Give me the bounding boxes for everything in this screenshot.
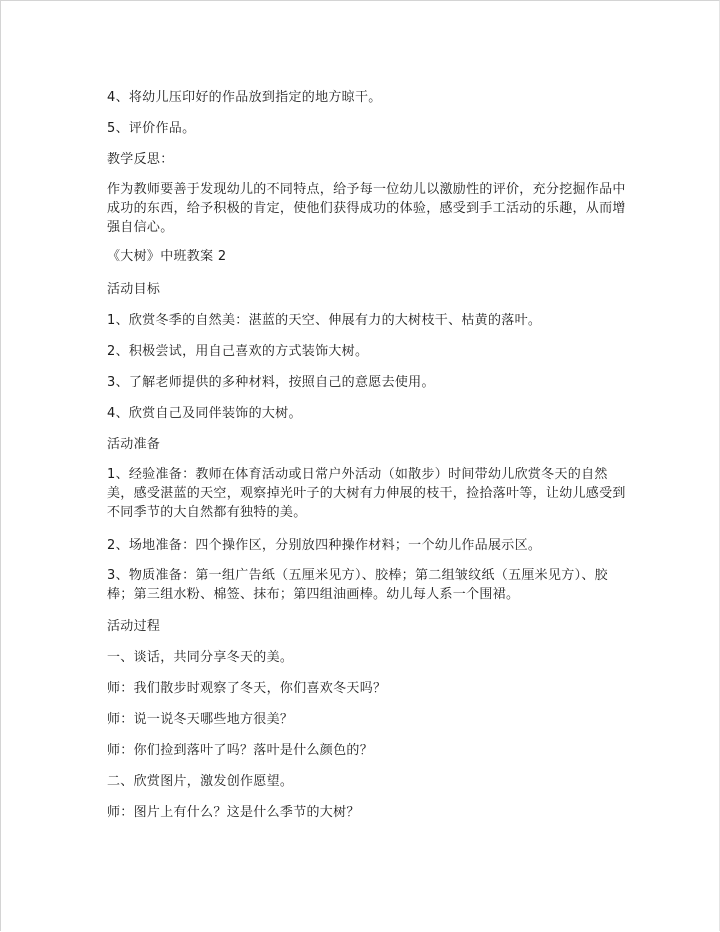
preparation-heading: 活动准备 (107, 437, 161, 452)
reflection-paragraph: 作为教师要善于发现幼儿的不同特点，给予每一位幼儿以激励性的评价，充分挖掘作品中成功的东西，给予积极的肯定，使他们获得成功的体验，感受到手工活动的乐趣，从而增强自信心。 (107, 182, 626, 235)
process-step-2-heading: 二、欣赏图片，激发创作愿望。 (107, 774, 294, 789)
preparation-1-paragraph: 1、经验准备：教师在体育活动或日常户外活动（如散步）时间带幼儿欣赏冬天的自然美，感受湛蓝的天空，观察掉光叶子的大树有力伸展的枝干，捡拾落叶等，让幼儿感受到不同季节的大自然都有独特的美。 (107, 467, 626, 520)
step-4-paragraph: 4、将幼儿压印好的作品放到指定的地方晾干。 (107, 90, 382, 105)
goal-4-paragraph: 4、欣赏自己及同伴装饰的大树。 (107, 406, 302, 421)
preparation-3-paragraph: 3、物质准备：第一组广告纸（五厘米见方）、胶棒；第二组皱纹纸（五厘米见方）、胶棒；第三组水粉、棉签、抹布；第四组油画棒。幼儿每人系一个围裙。 (107, 568, 608, 602)
teacher-line-3: 师：你们捡到落叶了吗？落叶是什么颜色的？ (107, 743, 374, 758)
lesson-title: 《大树》中班教案 2 (107, 249, 227, 264)
process-step-1-heading: 一、谈话，共同分享冬天的美。 (107, 650, 294, 665)
goal-2-paragraph: 2、积极尝试，用自己喜欢的方式装饰大树。 (107, 344, 369, 359)
goal-1-paragraph: 1、欣赏冬季的自然美：湛蓝的天空、伸展有力的大树枝干、枯黄的落叶。 (107, 313, 542, 328)
goals-heading: 活动目标 (107, 282, 161, 297)
teacher-line-1: 师：我们散步时观察了冬天，你们喜欢冬天吗？ (107, 681, 387, 696)
goal-3-paragraph: 3、了解老师提供的多种材料，按照自己的意愿去使用。 (107, 375, 435, 390)
teacher-line-2: 师：说一说冬天哪些地方很美？ (107, 712, 294, 727)
step-5-paragraph: 5、评价作品。 (107, 121, 196, 136)
process-heading: 活动过程 (107, 619, 161, 634)
reflection-heading: 教学反思： (107, 152, 174, 167)
preparation-2-paragraph: 2、场地准备：四个操作区，分别放四种操作材料；一个幼儿作品展示区。 (107, 538, 542, 553)
teacher-line-4: 师：图片上有什么？这是什么季节的大树？ (107, 805, 360, 820)
